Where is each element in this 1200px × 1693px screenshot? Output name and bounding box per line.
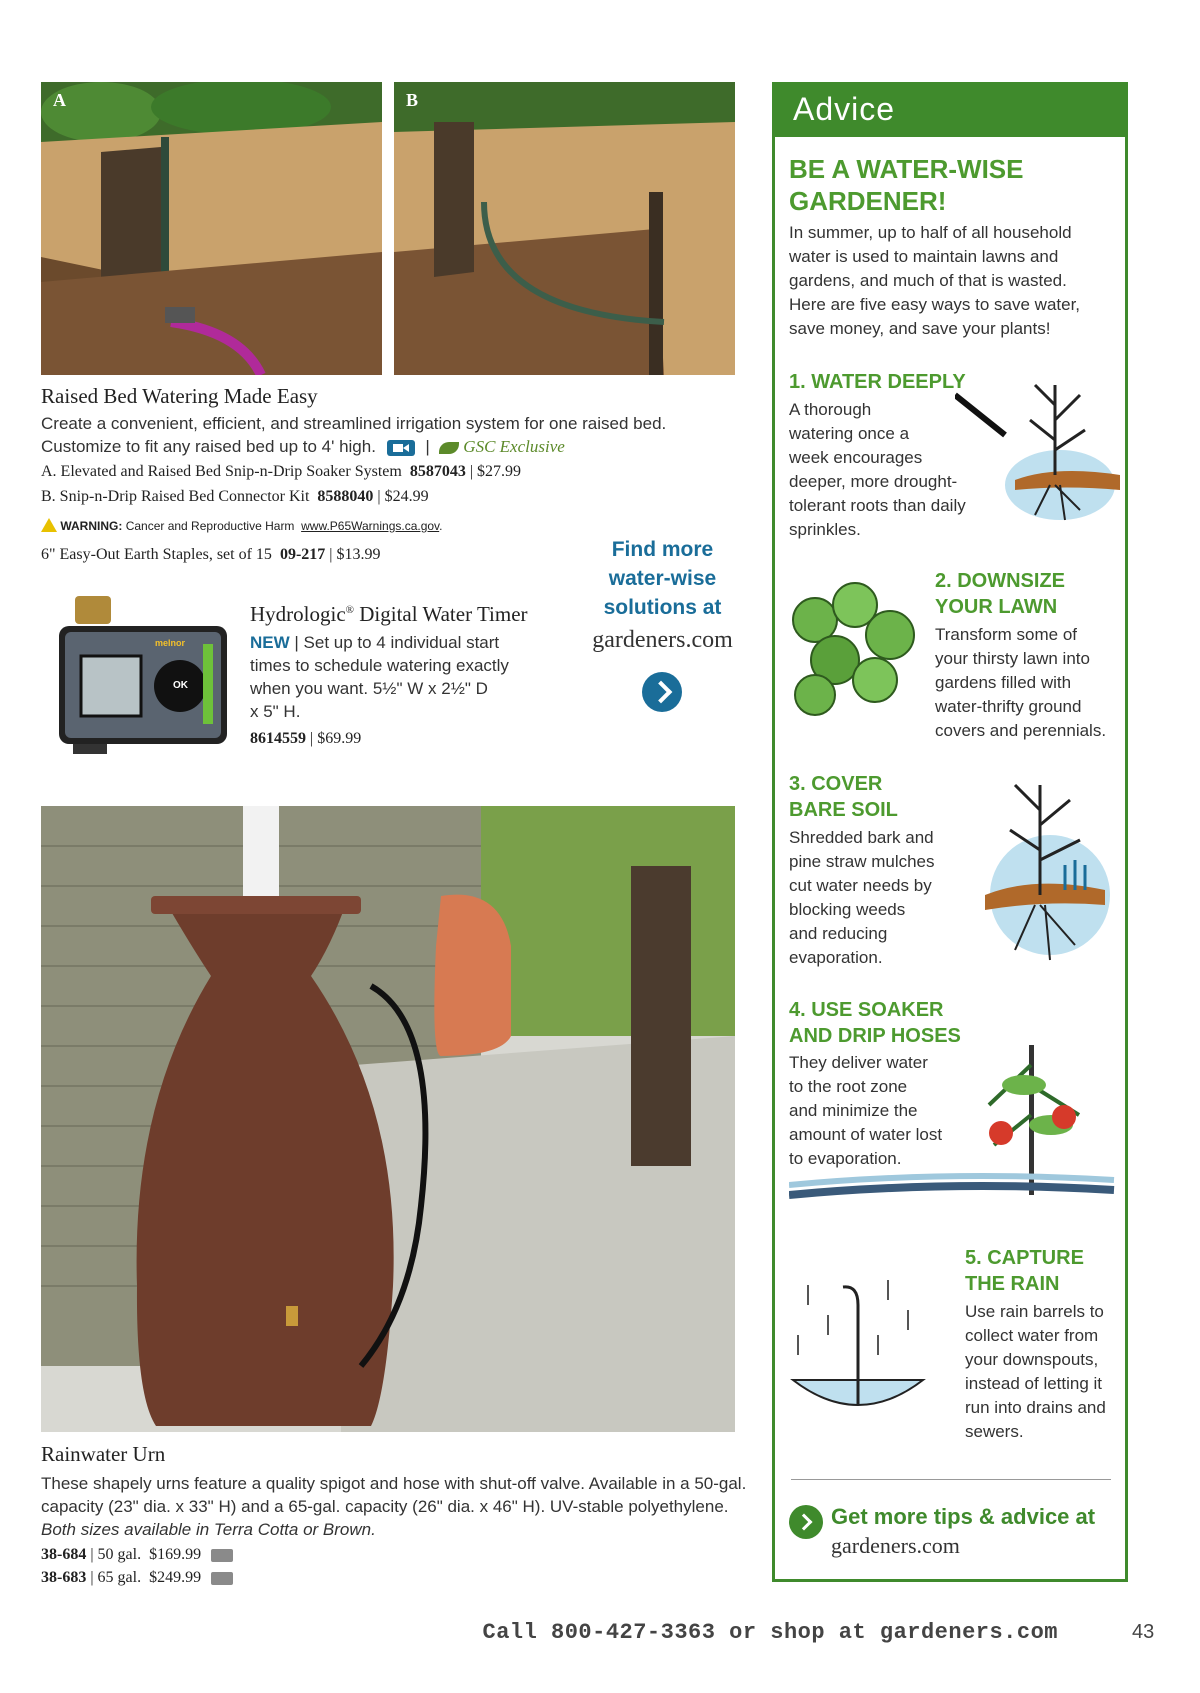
footer-contact: Call 800-427-3363 or shop at gardeners.com [482,1620,1058,1645]
truck-icon [211,1549,233,1562]
rainwater-urn-photo [41,806,735,1432]
photo-label-b: B [406,90,419,110]
urn-title: Rainwater Urn [41,1442,166,1466]
staples-label: 6" Easy-Out Earth Staples, set of 15 [41,546,272,563]
item-a-sku: 8587043 [409,463,466,480]
advice-panel [772,82,1128,1582]
page-number: 43 [1132,1621,1155,1643]
tip-3-line: evaporation. [789,948,883,967]
item-a-label: A. Elevated and Raised Bed Snip-n-Drip Soaker System [41,463,402,480]
advice-intro-line: In summer, up to half of all household [789,223,1072,242]
video-icon[interactable] [387,440,415,456]
separator: | [425,437,430,456]
find-more-line-3: solutions at [603,596,722,619]
tip-2-heading-line: YOUR LAWN [935,596,1058,618]
advice-header [775,85,1125,137]
mulch-plant-illustration [955,765,1120,970]
tip-4-line: to the root zone [789,1077,908,1096]
urn-sku-line-2 [41,1569,233,1587]
tip-5-line: Use rain barrels to [965,1302,1104,1321]
urn-price-2: $249.99 [149,1569,202,1586]
raised-bed-desc-2 [41,435,761,458]
advice-intro-line: Here are five easy ways to save water, [789,295,1081,314]
water-timer-image [55,596,230,756]
tip-5-body [965,1300,1125,1444]
tomato-drip-hose-illustration [789,1045,1119,1205]
tip-2-line: covers and perennials. [935,721,1107,740]
item-b-sku: 8588040 [317,488,374,505]
tip-4-line: amount of water lost [789,1125,943,1144]
warning-text: Cancer and Reproductive Harm [125,519,295,533]
tip-2-line: gardens filled with [935,673,1072,692]
timer-title-reg: ® [345,604,355,616]
urn-size-1: | 50 gal. [90,1546,142,1563]
staples-line [41,546,380,564]
timer-desc [250,631,540,723]
timer-sku: 8614559 [250,730,306,747]
tip-1-line: sprinkles. [789,520,861,539]
item-a-price: | $27.99 [469,463,522,480]
tip-3-heading-line: BARE SOIL [789,799,898,821]
find-more-line-2: water-wise [608,567,717,590]
timer-price: | $69.99 [310,730,362,747]
tip-4-heading-line: 4. USE SOAKER [789,999,944,1021]
urn-sku-line-1 [41,1546,233,1564]
tip-1-line: tolerant roots than daily [789,496,966,515]
tip-3-line: blocking weeds [789,900,906,919]
tip-1-line: A thorough [789,400,872,419]
timer-ok-button: OK [173,680,188,691]
tip-3-line: and reducing [789,924,888,943]
tip-5-line: sewers. [965,1422,1024,1441]
chevron-right-icon [796,1514,813,1531]
raised-bed-desc-1: Create a convenient, efficient, and streamlined irrigation system for one raised bed. [41,414,667,433]
urn-sku-1: 38-684 [41,1546,87,1563]
more-tips-arrow-button[interactable] [789,1505,823,1539]
tip-5-line: run into drains and [965,1398,1106,1417]
tip-4-line: and minimize the [789,1101,918,1120]
urn-price-1: $169.99 [149,1546,202,1563]
find-more-site[interactable]: gardeners.com [592,627,733,653]
truck-icon [211,1572,233,1585]
tip-5-heading-line: 5. CAPTURE [965,1247,1084,1269]
leaf-icon [439,442,459,454]
tip-5-line: your downspouts, [965,1350,1099,1369]
tip-2-heading [935,568,1065,620]
urn-desc-3: Both sizes available in Terra Cotta or Brown. [41,1520,376,1539]
urn-size-2: | 65 gal. [90,1569,142,1586]
rainwater-urn-illustration [41,806,735,1432]
item-b-price: | $24.99 [377,488,429,505]
urn-desc-2: capacity (23" dia. x 33" H) and a 65-gal. capacity (26" dia. x 46" H). UV-stable polyethylene. [41,1497,729,1516]
tip-4-line: to evaporation. [789,1149,902,1168]
chevron-right-icon [650,681,673,704]
tip-3-heading [789,771,898,823]
timer-desc-line-4: x 5" H. [250,702,301,721]
find-more-line-1: Find more [611,538,714,561]
timer-brand: melnor [155,638,186,648]
tip-4-line: They deliver water [789,1053,928,1072]
tip-3-line: cut water needs by [789,876,932,895]
find-more-arrow-button[interactable] [642,672,682,712]
umbrella-rain-illustration [783,1265,933,1425]
raised-bed-b-illustration [394,82,735,375]
item-b-line [41,488,429,506]
tip-3-line: pine straw mulches [789,852,935,871]
ground-cover-illustration [785,580,925,730]
tip-1-line: watering once a [789,424,910,443]
urn-desc-1: These shapely urns feature a quality spigot and hose with shut-off valve. Available in a 50-gal. [41,1474,747,1493]
raised-bed-a-illustration [41,82,382,375]
advice-title [789,153,1023,217]
watering-can-plant-illustration [955,365,1125,535]
water-timer-device [55,596,230,756]
photo-raised-bed-a [41,82,382,375]
tip-4-heading-line: AND DRIP HOSES [789,1025,961,1047]
warning-triangle-icon [41,518,57,532]
staples-price: | $13.99 [329,546,381,563]
advice-header-title: Advice [793,91,896,127]
timer-title-main: Hydrologic [250,602,346,626]
advice-intro-line: gardens, and much of that is wasted. [789,271,1067,290]
timer-desc-line-2: times to schedule watering exactly [250,656,509,675]
tip-5-heading [965,1245,1084,1297]
item-a-line [41,463,521,481]
more-tips-label[interactable]: Get more tips & advice at [831,1504,1096,1529]
tip-1-line: week encourages [789,448,923,467]
tip-4-heading [789,997,961,1049]
urn-sku-2: 38-683 [41,1569,87,1586]
advice-intro-line: water is used to maintain lawns and [789,247,1059,266]
advice-intro [789,221,1119,341]
tip-5-line: instead of letting it [965,1374,1103,1393]
timer-title [250,602,528,627]
timer-desc-line-1 [250,631,540,654]
raised-bed-title: Raised Bed Watering Made Easy [41,384,318,408]
tip-3-body [789,826,959,970]
timer-desc-line-1-text: | Set up to 4 individual start [289,633,500,652]
staples-sku: 09-217 [279,546,326,563]
advice-divider [791,1479,1111,1480]
more-tips-site[interactable]: gardeners.com [831,1533,960,1558]
item-b-label: B. Snip-n-Drip Raised Bed Connector Kit [41,488,310,505]
tip-1-heading: 1. WATER DEEPLY [789,371,966,393]
warning-label: WARNING: [60,519,123,533]
tip-2-line: water-thrifty ground [935,697,1082,716]
tip-3-line: Shredded bark and [789,828,934,847]
warning-end: . [439,519,443,533]
tip-1-line: deeper, more drought- [789,472,958,491]
warning-link[interactable]: www.P65Warnings.ca.gov [301,519,440,533]
advice-title-line-1: BE A WATER-WISE [789,154,1024,184]
tip-2-body [935,623,1125,743]
raised-bed-desc-2-text: Customize to fit any raised bed up to 4' high. [41,437,376,456]
find-more-block [575,535,750,658]
timer-desc-line-3: when you want. 5½" W x 2½" D [250,679,488,698]
tip-5-heading-line: THE RAIN [965,1273,1060,1295]
tip-2-line: Transform some of [935,625,1078,644]
timer-sku-line [250,730,361,748]
new-badge: NEW [250,633,290,652]
tip-2-heading-line: 2. DOWNSIZE [935,570,1066,592]
photo-raised-bed-b [394,82,735,375]
tip-3-heading-line: 3. COVER [789,773,883,795]
advice-intro-line: save money, and save your plants! [789,319,1051,338]
prop65-warning [41,518,443,533]
tip-5-line: collect water from [965,1326,1099,1345]
advice-title-line-2: GARDENER! [789,186,947,216]
timer-title-rest: Digital Water Timer [354,602,528,626]
gsc-exclusive-label: GSC Exclusive [463,437,565,456]
tip-2-line: your thirsty lawn into [935,649,1090,668]
photo-label-a: A [53,90,66,110]
